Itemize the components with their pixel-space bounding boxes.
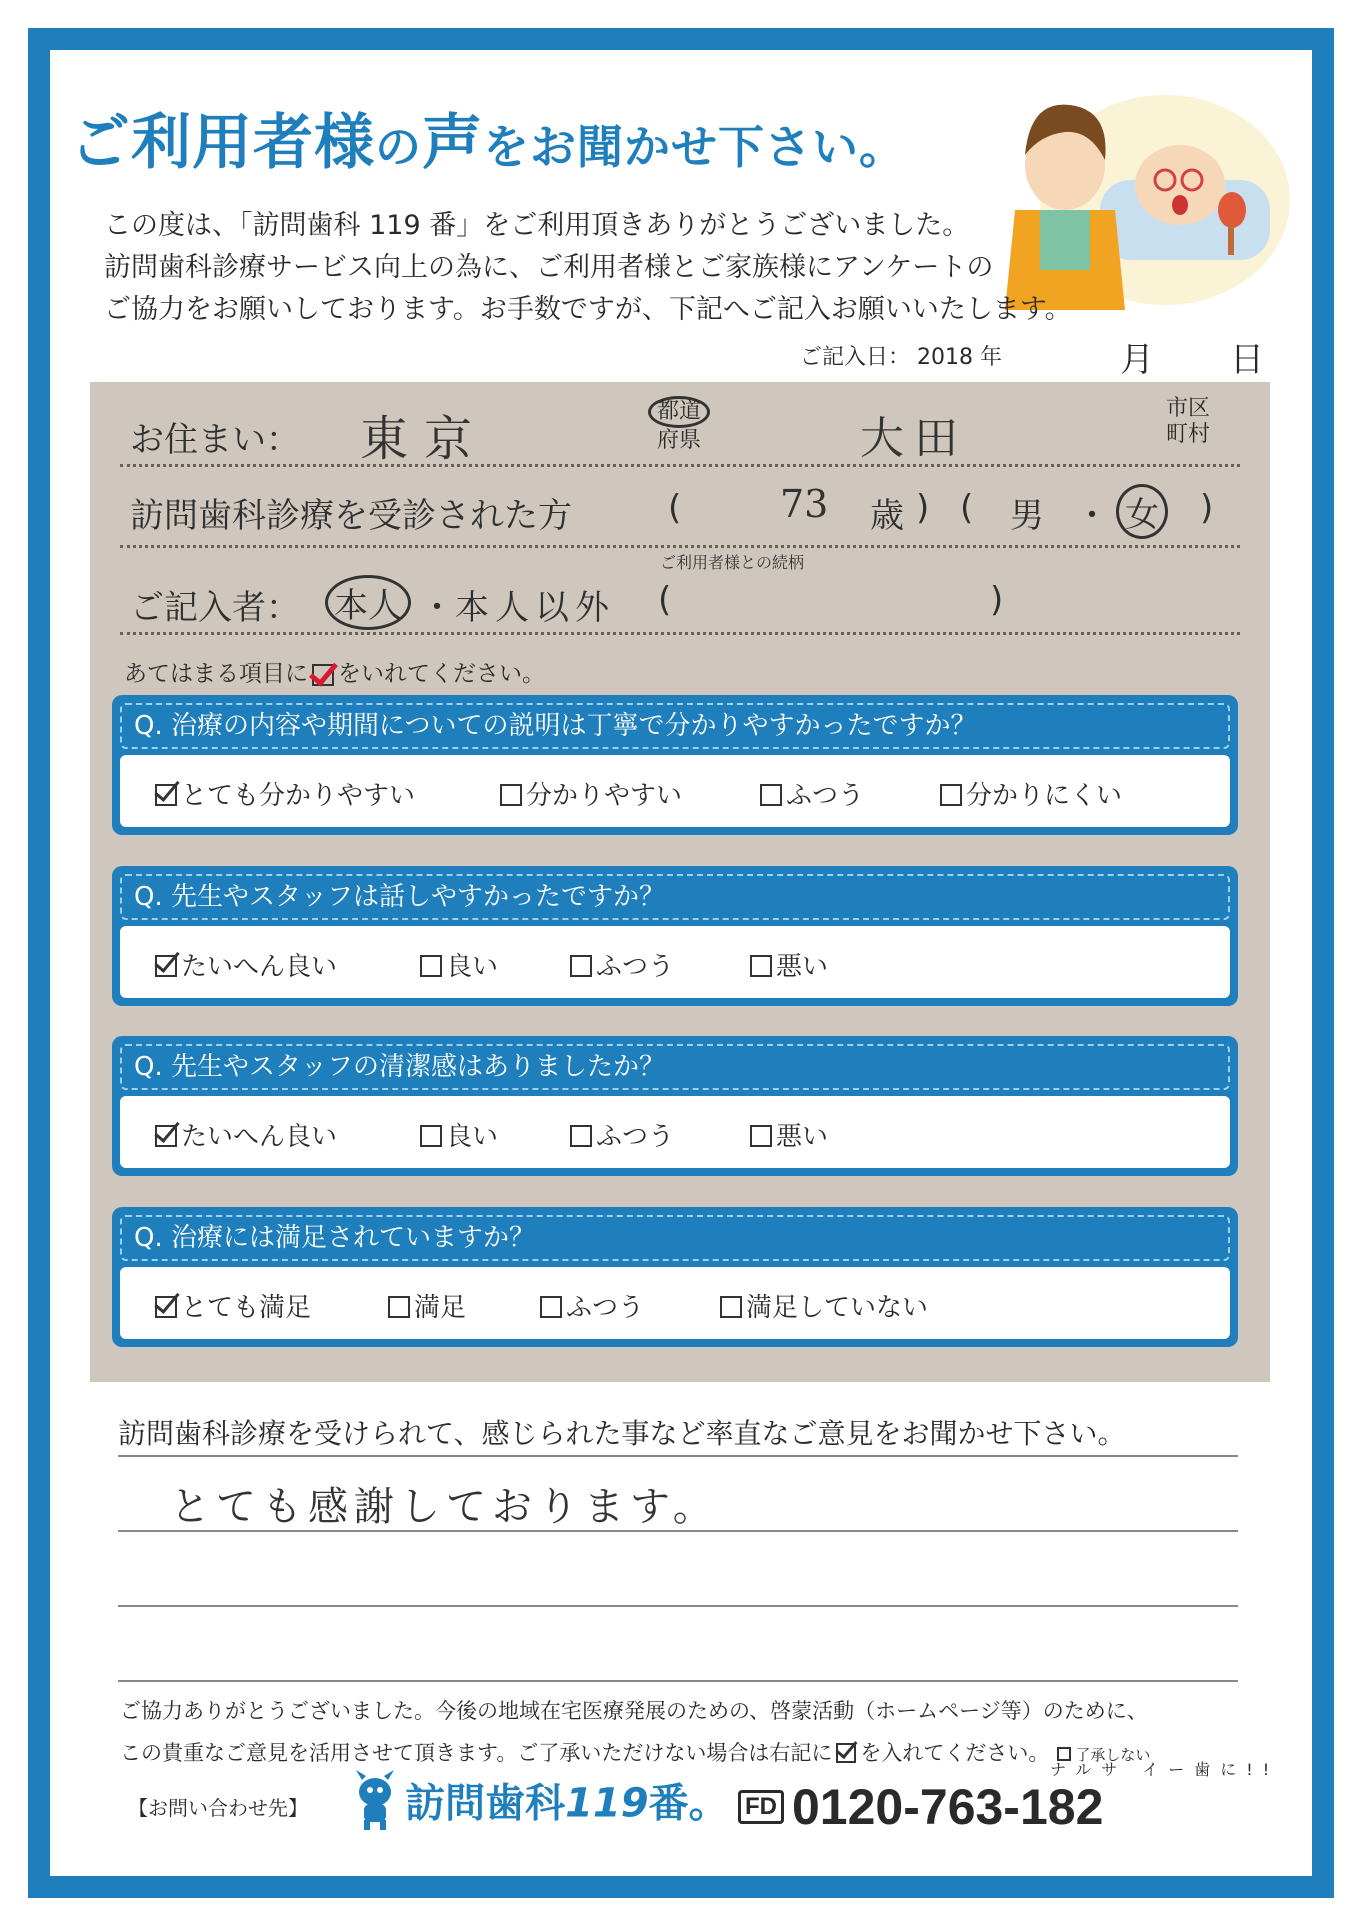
brand-number: 119 bbox=[565, 1780, 649, 1827]
opt-out-label: 了承しない bbox=[1075, 1746, 1151, 1764]
intro-line: ご協力をお願いしております。お手数ですが、下記へご記入お願いいたします。 bbox=[104, 294, 1072, 325]
checkbox-icon bbox=[420, 955, 442, 977]
option-checkbox[interactable]: 良い bbox=[420, 946, 498, 983]
date-year: 2018 年 bbox=[917, 345, 1002, 370]
option-checkbox[interactable]: ふつう bbox=[570, 1116, 674, 1153]
ruled-line bbox=[118, 1455, 1238, 1457]
date-label: ご記入日： bbox=[800, 345, 911, 370]
brand-suffix: 番。 bbox=[648, 1780, 729, 1827]
relation-note: ご利用者様との続柄 bbox=[660, 553, 805, 572]
check-icon bbox=[836, 1743, 856, 1763]
date-day-label: 日 bbox=[1230, 340, 1264, 380]
city-value[interactable]: 大田 bbox=[860, 413, 968, 464]
question-2 bbox=[112, 866, 1238, 1006]
age-value[interactable]: 73 bbox=[780, 482, 829, 526]
gender-open-paren: ( bbox=[960, 488, 974, 528]
question-text: Q. 治療には満足されていますか？ bbox=[120, 1215, 1230, 1261]
row-divider bbox=[120, 464, 1240, 467]
option-checkbox[interactable]: とても満足 bbox=[155, 1287, 311, 1324]
writer-dot: ・ bbox=[420, 588, 454, 628]
phone-number[interactable] bbox=[738, 1778, 1103, 1836]
option-checkbox[interactable]: ふつう bbox=[540, 1287, 644, 1324]
option-checkbox[interactable]: 分かりやすい bbox=[500, 775, 682, 812]
intro-text bbox=[104, 205, 1072, 331]
instruction: あてはまる項目に をいれてください。 bbox=[124, 661, 545, 687]
pref-unit-top: 都道 bbox=[648, 396, 710, 428]
ruled-line bbox=[118, 1530, 1238, 1532]
red-check-icon bbox=[312, 664, 334, 686]
gender-close-paren: ) bbox=[1200, 488, 1214, 528]
page-title: ご利用者様の声をお聞かせ下さい。 bbox=[70, 108, 906, 178]
gender-female[interactable]: 女 bbox=[1116, 484, 1168, 539]
checkbox-icon bbox=[570, 955, 592, 977]
pref-unit-bottom: 府県 bbox=[657, 428, 702, 453]
option-checkbox[interactable]: 悪い bbox=[750, 946, 828, 983]
option-checkbox[interactable]: 満足していない bbox=[720, 1287, 928, 1324]
option-checkbox[interactable]: たいへん良い bbox=[155, 946, 337, 983]
phone-ruby: ナルサ イー歯に!! bbox=[1050, 1760, 1280, 1779]
checkbox-icon bbox=[750, 955, 772, 977]
gender-dot: ・ bbox=[1075, 496, 1109, 536]
row-divider bbox=[120, 632, 1240, 635]
checkbox-icon bbox=[388, 1296, 410, 1318]
option-checkbox[interactable]: 悪い bbox=[750, 1116, 828, 1153]
option-checkbox[interactable]: ふつう bbox=[760, 775, 864, 812]
opinion-question: 訪問歯科診療を受けられて、感じられた事など率直なご意見をお聞かせ下さい。 bbox=[118, 1417, 1126, 1450]
ruled-line bbox=[118, 1605, 1238, 1607]
writer-label: ご記入者： bbox=[130, 588, 300, 628]
opinion-answer[interactable]: とても感謝しております。 bbox=[170, 1484, 719, 1530]
checkbox-icon bbox=[760, 784, 782, 806]
question-text: Q. 治療の内容や期間についての説明は丁寧で分かりやすかったですか？ bbox=[120, 703, 1230, 749]
date-month-label: 月 bbox=[1120, 340, 1154, 380]
intro-line: この度は、「訪問歯科 119 番」をご利用頂きありがとうございました。 bbox=[104, 210, 970, 241]
brand-text: 訪問歯科 bbox=[405, 1780, 566, 1827]
relation-open-paren: ( bbox=[658, 580, 672, 620]
patient-label: 訪問歯科診療を受診された方 bbox=[130, 496, 572, 536]
checkbox-icon bbox=[540, 1296, 562, 1318]
freedial-icon: FD bbox=[738, 1790, 784, 1824]
consent-line: ご協力ありがとうございました。今後の地域在宅医療発展のための、啓蒙活動（ホームページ等）のために、 bbox=[120, 1699, 1148, 1723]
prefecture-units bbox=[648, 396, 710, 454]
option-checkbox[interactable]: 満足 bbox=[388, 1287, 466, 1324]
contact-label: 【お問い合わせ先】 bbox=[128, 1796, 308, 1820]
relation-close-paren: ) bbox=[990, 580, 1004, 620]
checked-box-icon bbox=[155, 955, 177, 977]
age-close-paren: ) bbox=[916, 488, 930, 528]
age-open-paren: ( bbox=[668, 488, 682, 528]
row-divider bbox=[120, 545, 1240, 548]
intro-line: 訪問歯科診療サービス向上の為に、ご利用者様とご家族様にアンケートの bbox=[104, 252, 994, 283]
gender-male[interactable]: 男 bbox=[1010, 496, 1044, 536]
option-checkbox[interactable]: ふつう bbox=[570, 946, 674, 983]
option-checkbox[interactable]: 分かりにくい bbox=[940, 775, 1122, 812]
writer-self[interactable]: 本人 bbox=[325, 575, 411, 630]
age-unit: 歳 bbox=[870, 496, 904, 536]
consent-note bbox=[120, 1690, 1150, 1776]
option-checkbox[interactable]: たいへん良い bbox=[155, 1116, 337, 1153]
checkbox-icon bbox=[570, 1125, 592, 1147]
residence-label: お住まい： bbox=[130, 420, 300, 460]
writer-other[interactable]: 本人以外 bbox=[455, 588, 615, 628]
checkbox-icon bbox=[940, 784, 962, 806]
brand-logo bbox=[350, 1770, 729, 1830]
question-4 bbox=[112, 1207, 1238, 1347]
checkbox-icon bbox=[720, 1296, 742, 1318]
option-checkbox[interactable]: とても分かりやすい bbox=[155, 775, 415, 812]
entry-date bbox=[800, 340, 1264, 380]
prefecture-value[interactable]: 東京 bbox=[360, 411, 489, 467]
checked-box-icon bbox=[155, 1125, 177, 1147]
phone-digits: 0120-763-182 bbox=[792, 1779, 1104, 1835]
city-unit-top: 市区 bbox=[1166, 396, 1211, 421]
checked-box-icon bbox=[155, 784, 177, 806]
mascot-icon bbox=[350, 1770, 400, 1830]
question-1 bbox=[112, 695, 1238, 835]
city-unit-bottom: 町村 bbox=[1166, 422, 1211, 447]
city-units bbox=[1166, 396, 1210, 448]
option-checkbox[interactable]: 良い bbox=[420, 1116, 498, 1153]
question-text: Q. 先生やスタッフの清潔感はありましたか？ bbox=[120, 1044, 1230, 1090]
checked-box-icon bbox=[155, 1296, 177, 1318]
question-text: Q. 先生やスタッフは話しやすかったですか？ bbox=[120, 874, 1230, 920]
consent-line: この貴重なご意見を活用させて頂きます。ご了承いただけない場合は右記に を入れてください。 了承しない bbox=[120, 1741, 1151, 1765]
ruled-line bbox=[118, 1680, 1238, 1682]
checkbox-icon bbox=[500, 784, 522, 806]
checkbox-icon bbox=[420, 1125, 442, 1147]
checkbox-icon bbox=[750, 1125, 772, 1147]
question-3 bbox=[112, 1036, 1238, 1176]
